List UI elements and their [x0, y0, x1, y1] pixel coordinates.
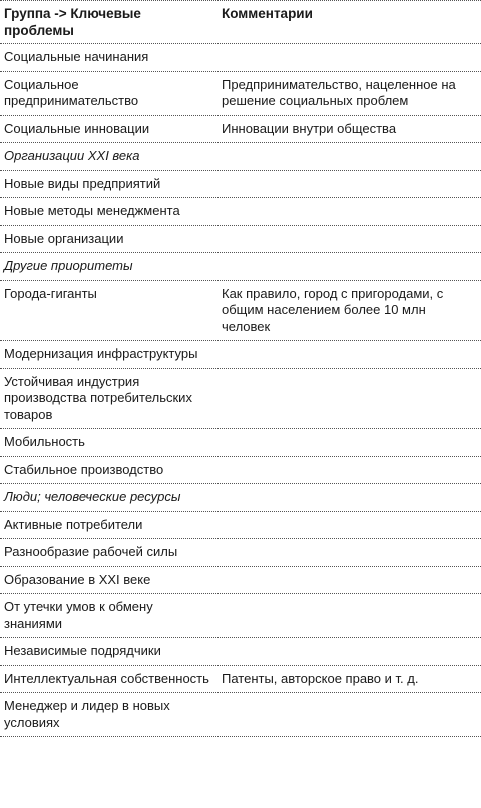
table-row — [0, 115, 481, 143]
comment-cell — [218, 594, 481, 638]
comment-cell — [218, 341, 481, 369]
issue-cell: Стабильное производство — [0, 456, 218, 484]
header-row — [0, 1, 481, 44]
table-row — [0, 225, 481, 253]
comment-cell — [218, 225, 481, 253]
table-body — [0, 44, 481, 737]
section-title: Люди; человеческие ресурсы — [0, 484, 218, 512]
issue-cell: Модернизация инфраструктуры — [0, 341, 218, 369]
table-row — [0, 665, 481, 693]
comment-cell — [218, 44, 481, 72]
section-row — [0, 484, 481, 512]
issue-cell: Интеллектуальная собственность — [0, 665, 218, 693]
table-row — [0, 566, 481, 594]
table-row — [0, 638, 481, 666]
issue-cell: Независимые подрядчики — [0, 638, 218, 666]
comment-cell: Инновации внутри общества — [218, 115, 481, 143]
table-row — [0, 368, 481, 429]
issue-cell: Новые методы менеджмента — [0, 198, 218, 226]
table-row — [0, 539, 481, 567]
issue-cell: Города-гиганты — [0, 280, 218, 341]
comment-cell — [218, 143, 481, 171]
comment-cell — [218, 693, 481, 737]
table-row — [0, 71, 481, 115]
comment-cell — [218, 170, 481, 198]
table-row — [0, 456, 481, 484]
issue-cell: Устойчивая индустрия производства потребительских товаров — [0, 368, 218, 429]
comment-cell: Патенты, авторское право и т. д. — [218, 665, 481, 693]
comment-cell — [218, 198, 481, 226]
comment-cell — [218, 484, 481, 512]
section-row — [0, 253, 481, 281]
comment-cell — [218, 638, 481, 666]
issue-cell: Новые организации — [0, 225, 218, 253]
comment-cell: Предпринимательство, нацеленное на решение социальных проблем — [218, 71, 481, 115]
issue-cell: Социальные инновации — [0, 115, 218, 143]
comment-cell — [218, 253, 481, 281]
comment-cell — [218, 539, 481, 567]
table-row — [0, 280, 481, 341]
header-group: Группа -> Ключевые проблемы — [0, 1, 218, 44]
issue-cell: Образование в XXI веке — [0, 566, 218, 594]
comment-cell — [218, 429, 481, 457]
section-title: Организации XXI века — [0, 143, 218, 171]
issue-cell: Активные потребители — [0, 511, 218, 539]
issue-cell: Социальное предпринимательство — [0, 71, 218, 115]
header-comments: Комментарии — [218, 1, 481, 44]
table-row — [0, 198, 481, 226]
comment-cell: Как правило, город с пригородами, с общим населением более 10 млн человек — [218, 280, 481, 341]
comment-cell — [218, 511, 481, 539]
issue-cell: Новые виды предприятий — [0, 170, 218, 198]
issue-cell: Мобильность — [0, 429, 218, 457]
comment-cell — [218, 566, 481, 594]
comment-cell — [218, 368, 481, 429]
section-title: Другие приоритеты — [0, 253, 218, 281]
table-row — [0, 341, 481, 369]
table-row — [0, 429, 481, 457]
comment-cell — [218, 456, 481, 484]
issue-cell: Разнообразие рабочей силы — [0, 539, 218, 567]
table-row — [0, 44, 481, 72]
issue-cell: Социальные начинания — [0, 44, 218, 72]
issue-cell: Менеджер и лидер в новых условиях — [0, 693, 218, 737]
table-row — [0, 170, 481, 198]
section-row — [0, 143, 481, 171]
table-row — [0, 693, 481, 737]
table-row — [0, 594, 481, 638]
issue-cell: От утечки умов к обмену знаниями — [0, 594, 218, 638]
table-row — [0, 511, 481, 539]
